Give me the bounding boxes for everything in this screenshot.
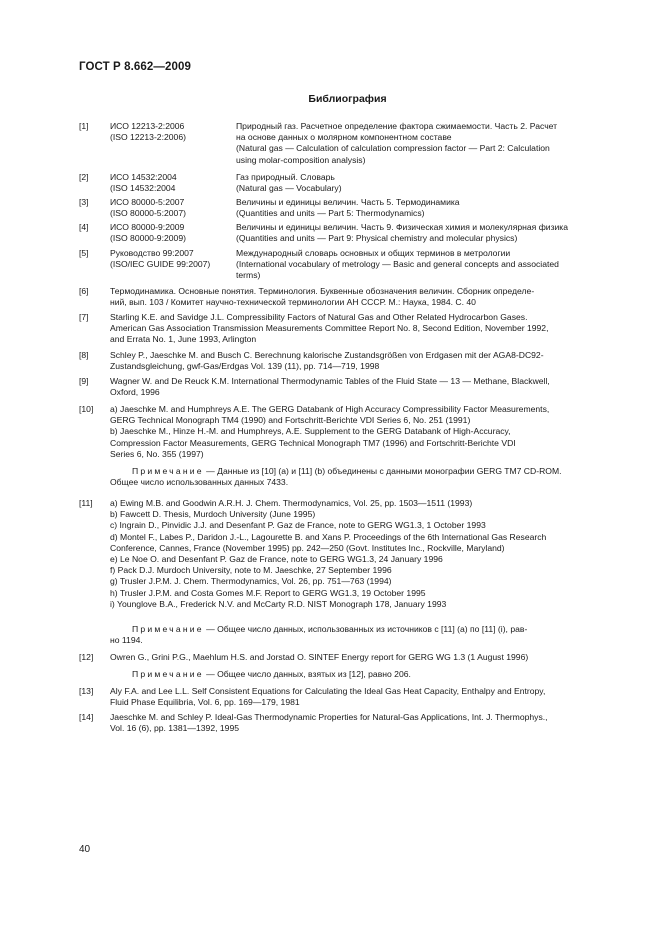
text-line: b) Fawcett D. Thesis, Murdoch University (June 1995) (110, 509, 316, 520)
text-line: (Natural gas — Calculation of calculation compression factor — Part 2: Calculation (236, 143, 550, 154)
text-line: на основе данных о молярном компонентном составе (236, 132, 452, 143)
reference-text (110, 404, 615, 460)
reference-text (110, 376, 615, 398)
entry-number: [13] (79, 686, 94, 696)
standard-title (236, 172, 615, 194)
text-line: Compression Factor Measurements, GERG Technical Monograph TM7 (1996) and Fortschritt-Berichte VDI (110, 437, 516, 448)
text-line: d) Montel F., Labes P., Daridon J.-L., Lagourette B. and Xans P. Proceedings of the 6th International Gas Research (110, 531, 547, 542)
reference-text (110, 712, 615, 734)
reference-text (110, 350, 615, 372)
note-line: но 1194. (110, 635, 143, 646)
text-line: Jaeschke M. and Schley P. Ideal-Gas Thermodynamic Properties for Natural-Gas Applications, Int. J. Thermophys., (110, 712, 548, 722)
entry-number: [7] (79, 312, 89, 322)
entry-number: [8] (79, 350, 89, 360)
text-line: f) Pack D.J. Murdoch University, note to M. Jaeschke, 27 September 1996 (110, 565, 392, 576)
standard-title (236, 222, 615, 244)
reference-text (110, 652, 615, 663)
text-line: (ISO 80000-9:2009) (110, 233, 186, 244)
note-line (110, 624, 615, 635)
text-line: Природный газ. Расчетное определение фактора сжимаемости. Часть 2. Расчет (236, 121, 558, 131)
reference-text (110, 286, 615, 308)
text-line: ИСО 12213-2:2006 (110, 121, 185, 131)
text-line: (Natural gas — Vocabulary) (236, 183, 342, 194)
entry-number: [5] (79, 248, 89, 258)
text-line: Wagner W. and De Reuck K.M. International Thermodynamic Tables of the Fluid State — 13 — Methane, Blackwell, (110, 376, 550, 386)
section-title: Библиография (308, 93, 387, 105)
note-line: Общее число использованных данных 7433. (110, 477, 289, 488)
standard-designation (110, 172, 234, 194)
text-line: (Quantities and units — Part 5: Thermodynamics) (236, 208, 425, 219)
text-line: Oxford, 1996 (110, 387, 160, 398)
entry-number: [2] (79, 172, 89, 182)
standard-title (236, 197, 615, 219)
text-line: American Gas Association Transmission Measurements Committee Report No. 8, Second Edition, November 1992, (110, 323, 549, 334)
text-line: Fluid Phase Equilibria, Vol. 6, pp. 169—179, 1981 (110, 697, 300, 708)
note-text: — Данные из [10] (а) и [11] (b) объединены с данными монографии GERG TM7 CD-ROM. (203, 466, 562, 476)
text-line: (ISO 80000-5:2007) (110, 208, 186, 219)
text-line: b) Jaeschke M., Hinze H.-M. and Humphreys, A.E. Supplement to the GERG Databank of High-Accuracy, (110, 426, 511, 437)
page-number: 40 (79, 844, 91, 855)
text-line: using molar-composition analysis) (236, 154, 366, 165)
text-line: and Errata No. 1, June 1993, Arlington (110, 334, 257, 345)
text-line: Международный словарь основных и общих терминов в метрологии (236, 248, 511, 258)
text-line: ний, вып. 103 / Комитет научно-технической терминологии АН СССР. М.: Наука, 1984. С. 40 (110, 297, 476, 308)
note (110, 624, 615, 646)
entry-number: [4] (79, 222, 89, 232)
text-line: Owren G., Grini P.G., Maehlum H.S. and Jorstad O. SINTEF Energy report for GERG WG 1.3 (1 August 1996) (110, 652, 529, 662)
reference-text (110, 498, 615, 610)
standard-designation (110, 121, 234, 143)
text-line: (Quantities and units — Part 9: Physical chemistry and molecular physics) (236, 233, 518, 244)
text-line: a) Jaeschke M. and Humphreys A.E. The GERG Databank of High Accuracy Compressibility Factor Measurements, (110, 404, 550, 414)
standard-title (236, 121, 615, 166)
text-line: Величины и единицы величин. Часть 5. Термодинамика (236, 197, 460, 207)
entry-number: [10] (79, 404, 94, 414)
note-line (110, 466, 615, 477)
text-line: Газ природный. Словарь (236, 172, 335, 182)
text-line: (ISO/IEC GUIDE 99:2007) (110, 259, 211, 270)
note-line (110, 669, 615, 680)
entry-number: [3] (79, 197, 89, 207)
text-line: Руководство 99:2007 (110, 248, 194, 258)
entry-number: [14] (79, 712, 94, 722)
note-text: — Общее число данных, взятых из [12], равно 206. (203, 669, 411, 679)
text-line: c) Ingrain D., Pinvidic J.J. and Desenfant P. Gaz de France, note to GERG WG1.3, 1 October 1993 (110, 520, 486, 531)
entry-number: [12] (79, 652, 94, 662)
text-line: Schley P., Jaeschke M. and Busch C. Berechnung kalorische Zustandsgrößen von Erdgasen mit der AGA8-DC92- (110, 350, 544, 360)
reference-text (110, 686, 615, 708)
text-line: Vol. 16 (6), pp. 1381—1392, 1995 (110, 723, 240, 734)
text-line: Термодинамика. Основные понятия. Терминология. Буквенные обозначения величин. Сборник определе- (110, 286, 535, 296)
note (110, 669, 615, 680)
text-line: h) Trusler J.P.M. and Costa Gomes M.F. Report to GERG WG1.3, 19 October 1995 (110, 587, 426, 598)
text-line: (ISO 14532:2004 (110, 183, 176, 194)
text-line: Conference, Cannes, France (November 1995) pp. 242—250 (Govt. Institutes Inc., Rockville, Maryland) (110, 542, 505, 553)
text-line: Zustandsgleichung, gwf-Gas/Erdgas Vol. 139 (11), pp. 714—719, 1998 (110, 361, 380, 372)
note-label: Примечание (132, 669, 204, 679)
text-line: a) Ewing M.B. and Goodwin A.R.H. J. Chem. Thermodynamics, Vol. 25, pp. 1503—1511 (1993) (110, 498, 473, 508)
text-line: Aly F.A. and Lee L.L. Self Consistent Equations for Calculating the Ideal Gas Heat Capacity, Enthalpy and Entropy, (110, 686, 546, 696)
text-line: (International vocabulary of metrology — Basic and general concepts and associated (236, 259, 559, 270)
text-line: e) Le Noe O. and Desenfant P. Gaz de France, note to GERG WG1.3, 24 January 1996 (110, 554, 443, 565)
entry-number: [11] (79, 498, 93, 508)
text-line: Величины и единицы величин. Часть 9. Физическая химия и молекулярная физика (236, 222, 569, 232)
standard-designation (110, 197, 234, 219)
reference-text (110, 312, 615, 346)
note (110, 466, 615, 488)
text-line: Starling K.E. and Savidge J.L. Compressibility Factors of Natural Gas and Other Related Hydrocarbon Gases. (110, 312, 528, 322)
entry-number: [9] (79, 376, 89, 386)
text-line: terms) (236, 270, 261, 281)
text-line: ИСО 14532:2004 (110, 172, 177, 182)
note-label: Примечание (132, 466, 204, 476)
standard-designation (110, 248, 234, 270)
standard-title (236, 248, 615, 282)
entry-number: [6] (79, 286, 89, 296)
text-line: ИСО 80000-9:2009 (110, 222, 185, 232)
standard-designation (110, 222, 234, 244)
text-line: i) Younglove B.A., Frederick N.V. and McCarty R.D. NIST Monograph 178, January 1993 (110, 598, 447, 609)
text-line: ИСО 80000-5:2007 (110, 197, 185, 207)
entry-number: [1] (79, 121, 89, 131)
note-label: Примечание (132, 624, 204, 634)
text-line: (ISO 12213-2:2006) (110, 132, 186, 143)
note-text: — Общее число данных, использованных из источников с [11] (a) по [11] (i), рав- (203, 624, 528, 634)
text-line: GERG Technical Monograph TM4 (1990) and Fortschritt-Berichte VDI Series 6, No. 251 (1991) (110, 415, 471, 426)
text-line: g) Trusler J.P.M. J. Chem. Thermodynamics, Vol. 26, pp. 751—763 (1994) (110, 576, 392, 587)
text-line: Series 6, No. 355 (1997) (110, 448, 204, 459)
document-header: ГОСТ Р 8.662—2009 (79, 61, 191, 73)
